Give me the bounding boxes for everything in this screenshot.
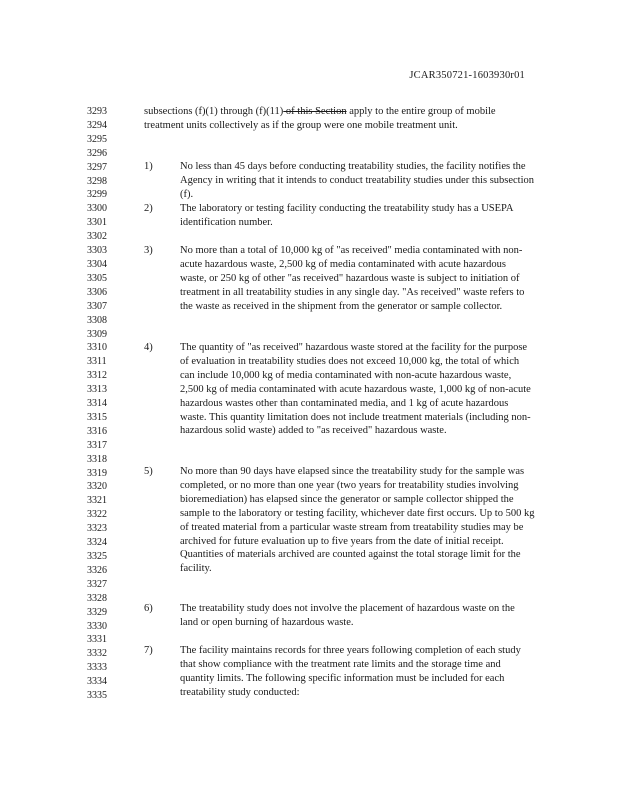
- item-text: The facility maintains records for three years following completion of each study that show compliance with the treatment rate limits and the storage time and quantity limits. The following specific information must be included for each treatability study conducted:: [180, 645, 521, 698]
- line-number: 3324: [87, 537, 107, 549]
- line-number: 3325: [87, 551, 107, 562]
- line-number: 3298: [87, 175, 107, 187]
- line-number: 3333: [87, 662, 107, 674]
- line-number: 3303: [87, 245, 107, 257]
- line-number: 3311: [87, 356, 107, 368]
- line-number: 3316: [87, 425, 107, 437]
- intro-text-end: apply to the entire group of mobile treatment units collectively as if the group were one mobile treatment unit.: [144, 106, 496, 131]
- item-text: The treatability study does not involve the placement of hazardous waste on the land or open burning of hazardous waste.: [180, 603, 515, 628]
- line-number: 3310: [87, 342, 107, 354]
- line-number: 3295: [87, 133, 107, 145]
- line-number: 3318: [87, 453, 107, 465]
- line-number: 3326: [87, 564, 107, 576]
- item-number: 2): [144, 203, 153, 214]
- line-number: 3321: [87, 495, 107, 507]
- line-numbers: [87, 105, 107, 703]
- intro-paragraph: [144, 105, 534, 133]
- line-number: 3309: [87, 328, 107, 340]
- line-number: 3331: [87, 634, 107, 646]
- line-number: 3293: [87, 106, 107, 117]
- line-number: 3307: [87, 300, 107, 312]
- item-number: 1): [144, 161, 153, 172]
- line-number: 3332: [87, 648, 107, 660]
- line-number: 3329: [87, 606, 107, 618]
- struck-text: of this Section: [283, 106, 347, 117]
- item-number: 6): [144, 603, 153, 614]
- line-number: 3322: [87, 509, 107, 521]
- line-number: 3335: [87, 690, 107, 702]
- line-number: 3330: [87, 620, 107, 632]
- item-text: No less than 45 days before conducting treatability studies, the facility notifies the Agency in writing that it intends to conduct treatability studies under this subsection (f).: [180, 161, 535, 200]
- line-number: 3300: [87, 203, 107, 215]
- item-number: 5): [144, 466, 153, 477]
- intro-text-start: subsections (f)(1) through (f)(11): [144, 106, 284, 117]
- line-number: 3328: [87, 592, 107, 604]
- line-number: 3297: [87, 161, 107, 173]
- line-number: 3308: [87, 314, 107, 326]
- line-number: 3312: [87, 370, 107, 382]
- line-number: 3294: [87, 119, 107, 131]
- item-text: No more than 90 days have elapsed since the treatability study for the sample was completed, or no more than one year (two years for treatability studies involving bioremediation) has elapsed since the generator or sample collector shipped the sample to the laboratory or testing facility, whichever date first occurs. Up to 500 kg of treated material from a particular waste stream from treatability studies may be archived for future evaluation up to five years from the date of initial receipt. Quantities of materials archived are counted against the total storage limit for the facility.: [180, 466, 535, 575]
- line-number: 3320: [87, 481, 107, 493]
- item-text: No more than a total of 10,000 kg of "as received" media contaminated with non-acute hazardous waste, 2,500 kg of media contaminated with acute hazardous waste, or 250 kg of other "as received" hazardous waste is subject to initiation of treatment in all treatability studies in any single day. "As received" waste refers to the waste as received in the shipment from the generator or sample collector.: [180, 245, 525, 312]
- line-number: 3323: [87, 523, 107, 535]
- item-number: 3): [144, 245, 153, 256]
- item-number: 4): [144, 342, 153, 353]
- line-number: 3296: [87, 147, 107, 159]
- item-text: The laboratory or testing facility conducting the treatability study has a USEPA identification number.: [180, 203, 513, 228]
- line-number: 3299: [87, 189, 107, 201]
- line-number: 3315: [87, 411, 107, 423]
- line-number: 3334: [87, 676, 107, 688]
- item-text: The quantity of "as received" hazardous waste stored at the facility for the purpose of evaluation in treatability studies does not exceed 10,000 kg, the total of which can include 10,000 kg of media contaminated with non-acute hazardous waste, 2,500 kg of media contaminated with acute hazardous waste, 1,000 kg of non-acute hazardous wastes other than contaminated media, and 1 kg of acute hazardous waste. This quantity limitation does not include treatment materials (including non-hazardous solid waste) added to "as received" hazardous waste.: [180, 342, 531, 437]
- line-number: 3327: [87, 578, 107, 590]
- line-number: 3305: [87, 272, 107, 284]
- line-number: 3301: [87, 217, 107, 229]
- item-number: 7): [144, 645, 153, 656]
- line-number: 3306: [87, 286, 107, 298]
- line-number: 3319: [87, 467, 107, 479]
- line-number: 3317: [87, 439, 107, 451]
- line-number: 3313: [87, 384, 107, 396]
- line-number: 3302: [87, 231, 107, 243]
- line-number: 3304: [87, 258, 107, 270]
- line-number: 3314: [87, 398, 107, 410]
- document-id: JCAR350721-1603930r01: [409, 70, 525, 81]
